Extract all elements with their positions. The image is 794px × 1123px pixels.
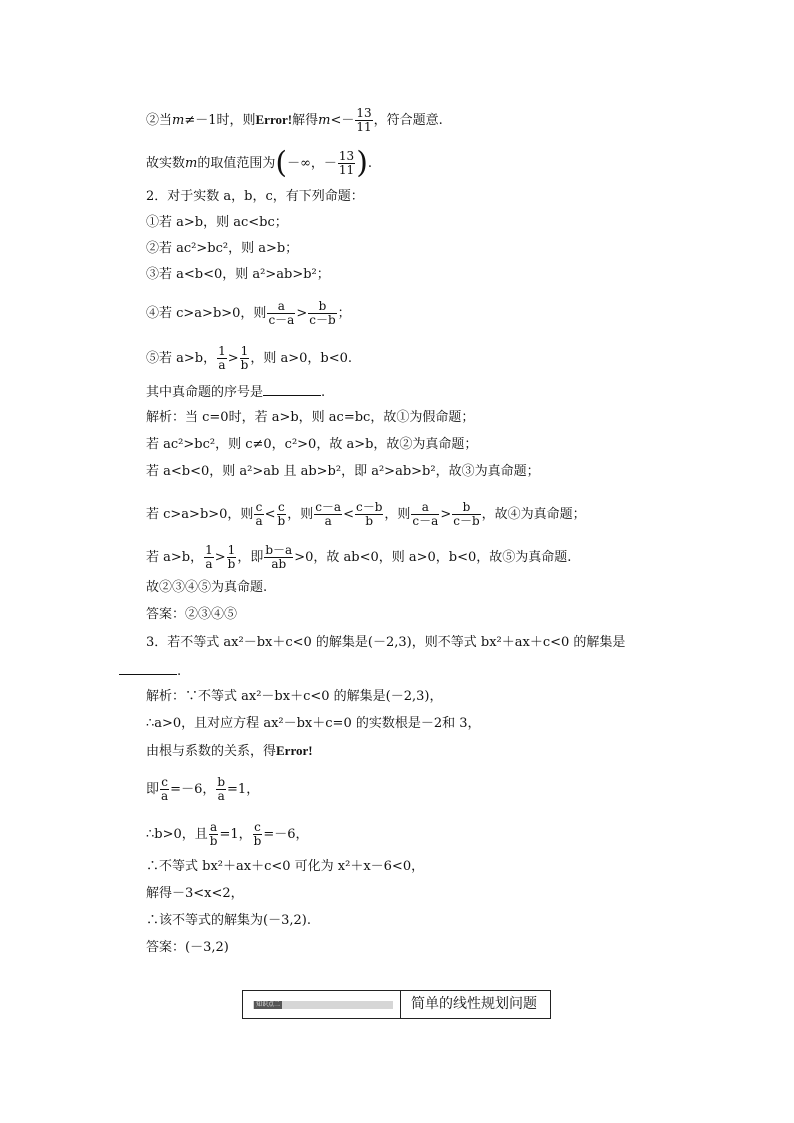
section-title: 简单的线性规划问题	[411, 996, 537, 1012]
frac-num: 1	[227, 543, 236, 557]
frac-den: b	[227, 557, 236, 571]
range-inner: －∞，－	[287, 156, 337, 171]
fraction	[338, 150, 355, 177]
frac-num: c－b	[356, 500, 383, 514]
answer-blank	[119, 662, 177, 675]
text: 若 a>b，	[146, 550, 204, 565]
text: ，故④为真命题；	[481, 507, 586, 522]
text: ⑤若 a>b，	[146, 351, 217, 366]
q3-analysis3	[146, 743, 313, 760]
text: >	[296, 306, 308, 321]
frac-num: 13	[356, 106, 372, 120]
fraction	[217, 345, 227, 372]
fraction	[264, 544, 293, 571]
text: =1，	[227, 782, 260, 797]
q3-stem: 3．若不等式 ax²－bx＋c<0 的解集是(－2,3)，则不等式 bx²＋ax＋c<0 的解集是	[146, 635, 626, 650]
section-label-cell	[243, 991, 401, 1018]
fraction	[277, 501, 287, 528]
frac-den: b	[365, 514, 374, 528]
fraction	[160, 776, 169, 803]
q2-conclusion: 故②③④⑤为真命题.	[146, 580, 268, 595]
text: 若 c>a>b>0，则	[146, 507, 254, 522]
fraction	[240, 345, 250, 372]
text: ；	[337, 306, 351, 321]
frac-den: a	[255, 514, 263, 528]
error-ref: Error!	[255, 112, 293, 127]
q2-prop5	[146, 345, 352, 372]
range-text: 故实数	[146, 156, 186, 171]
text: ④若 c>a>b>0，则	[146, 306, 267, 321]
frac-num: b－a	[265, 543, 293, 557]
q2-answer: 答案：②③④⑤	[146, 607, 238, 622]
frac-num: c	[255, 500, 263, 514]
q2-analysis1: 解析：当 c=0时，若 a>b，则 ac=bc，故①为假命题；	[146, 410, 475, 425]
range-text2: 的取值范围为	[197, 156, 276, 171]
fraction	[452, 501, 480, 528]
error-ref: Error!	[276, 743, 313, 758]
frac-den: a	[161, 789, 169, 803]
text: ，即	[237, 550, 264, 565]
text: >	[440, 507, 452, 522]
q3-analysis1: 解析：∵不等式 ax²－bx＋c<0 的解集是(－2,3)，	[146, 689, 443, 704]
text: =1，	[219, 827, 252, 842]
text: 即	[146, 782, 160, 797]
text: ，则	[287, 507, 314, 522]
range-end: .	[367, 156, 373, 171]
q2-ask	[146, 383, 325, 401]
fraction	[253, 821, 263, 848]
frac-num: 1	[240, 344, 249, 358]
frac-den: b	[253, 834, 262, 848]
q2-analysis3: 若 a<b<0，则 a²>ab 且 ab>b²，即 a²>ab>b²，故③为真命题；	[146, 464, 540, 479]
frac-num: 1	[205, 543, 213, 557]
q2-analysis2: 若 ac²>bc²，则 c≠0，c²>0，故 a>b，故②为真命题；	[146, 437, 478, 452]
frac-num: a	[411, 501, 439, 515]
q3-analysis8: ∴该不等式的解集为(－3,2).	[146, 913, 311, 928]
fraction	[209, 821, 219, 848]
frac-den: c－b	[453, 514, 480, 528]
text: .	[321, 385, 326, 400]
text: ，则 a>0，b<0.	[250, 351, 353, 366]
frac-num: b	[217, 775, 226, 789]
frac-den: c－b	[309, 313, 336, 327]
q2-stem: 2．对于实数 a，b，c，有下列命题：	[146, 189, 364, 204]
text: >	[214, 550, 226, 565]
text: <	[264, 507, 276, 522]
fraction	[216, 776, 226, 803]
frac-num: a	[210, 820, 218, 834]
q3-blank-line	[119, 662, 181, 680]
text: ∴b>0，且	[146, 827, 208, 842]
q2-prop1: ①若 a>b，则 ac<bc；	[146, 215, 288, 230]
frac-den: c－a	[412, 514, 439, 528]
text: .	[177, 664, 182, 679]
right-paren: )	[356, 145, 368, 181]
frac-den: a	[205, 557, 213, 571]
frac-num: 1	[218, 344, 226, 358]
text: <	[343, 507, 354, 522]
frac-den: c－a	[268, 313, 295, 327]
q2-prop3: ③若 a<b<0，则 a²>ab>b²；	[146, 267, 330, 282]
text: 其中真命题的序号是	[146, 385, 264, 400]
fraction	[254, 501, 263, 528]
frac-den: b	[209, 834, 218, 848]
text: =－6，	[170, 782, 216, 797]
frac-den: a	[217, 789, 225, 803]
frac-den: a	[218, 358, 226, 372]
frac-den: 11	[356, 120, 372, 134]
fraction	[227, 544, 237, 571]
case2-lt: <－	[330, 113, 355, 128]
case2-suffix: ，符合题意.	[373, 113, 443, 128]
frac-den: b	[277, 514, 286, 528]
fraction	[314, 501, 342, 528]
frac-num: a	[267, 300, 295, 314]
q2-prop2: ②若 ac²>bc²，则 a>b；	[146, 241, 299, 256]
section-header	[242, 990, 551, 1019]
q3-answer: 答案：(－3,2)	[146, 940, 229, 955]
answer-blank	[263, 383, 321, 396]
frac-num: c	[254, 820, 261, 834]
case2-cond: ≠－1时，则	[184, 113, 256, 128]
frac-den: a	[324, 514, 332, 528]
text: ，则	[384, 507, 411, 522]
frac-num: b	[308, 300, 336, 314]
case2-prefix: ②当	[146, 113, 173, 128]
range-line	[146, 145, 373, 181]
section-tag: 知识点二	[255, 1001, 280, 1008]
q3-analysis2: ∴a>0，且对应方程 ax²－bx＋c=0 的实数根是－2和 3，	[146, 716, 481, 731]
q2-analysis5	[146, 544, 571, 571]
case2-line	[146, 107, 443, 134]
frac-den: b	[240, 358, 249, 372]
q2-analysis4	[146, 501, 586, 528]
var-m: m	[318, 113, 331, 128]
q3-analysis4	[146, 776, 259, 803]
var-m: m	[172, 113, 185, 128]
fraction	[355, 107, 372, 134]
fraction	[267, 300, 295, 327]
fraction	[411, 501, 439, 528]
var-m: m	[185, 156, 198, 171]
text: =－6，	[263, 827, 309, 842]
frac-num: c	[161, 775, 168, 789]
q3-analysis5	[146, 821, 308, 848]
case2-solve: 解得	[292, 113, 319, 128]
frac-den: 11	[338, 163, 355, 177]
q2-prop4	[146, 300, 351, 327]
fraction	[308, 300, 336, 327]
left-paren: (	[275, 145, 288, 181]
frac-num: b	[452, 501, 480, 515]
frac-num: c	[277, 500, 285, 514]
frac-den: ab	[271, 557, 287, 571]
q3-analysis7: 解得－3<x<2，	[146, 886, 244, 901]
text: >	[227, 351, 239, 366]
text: 由根与系数的关系，得	[146, 744, 277, 759]
q3-analysis6: ∴不等式 bx²＋ax＋c<0 可化为 x²＋x－6<0，	[146, 859, 425, 874]
fraction	[355, 501, 383, 528]
frac-num: 13	[338, 149, 355, 163]
text: >0，故 ab<0，则 a>0，b<0，故⑤为真命题.	[294, 550, 572, 565]
frac-num: c－a	[315, 500, 342, 514]
fraction	[204, 544, 214, 571]
